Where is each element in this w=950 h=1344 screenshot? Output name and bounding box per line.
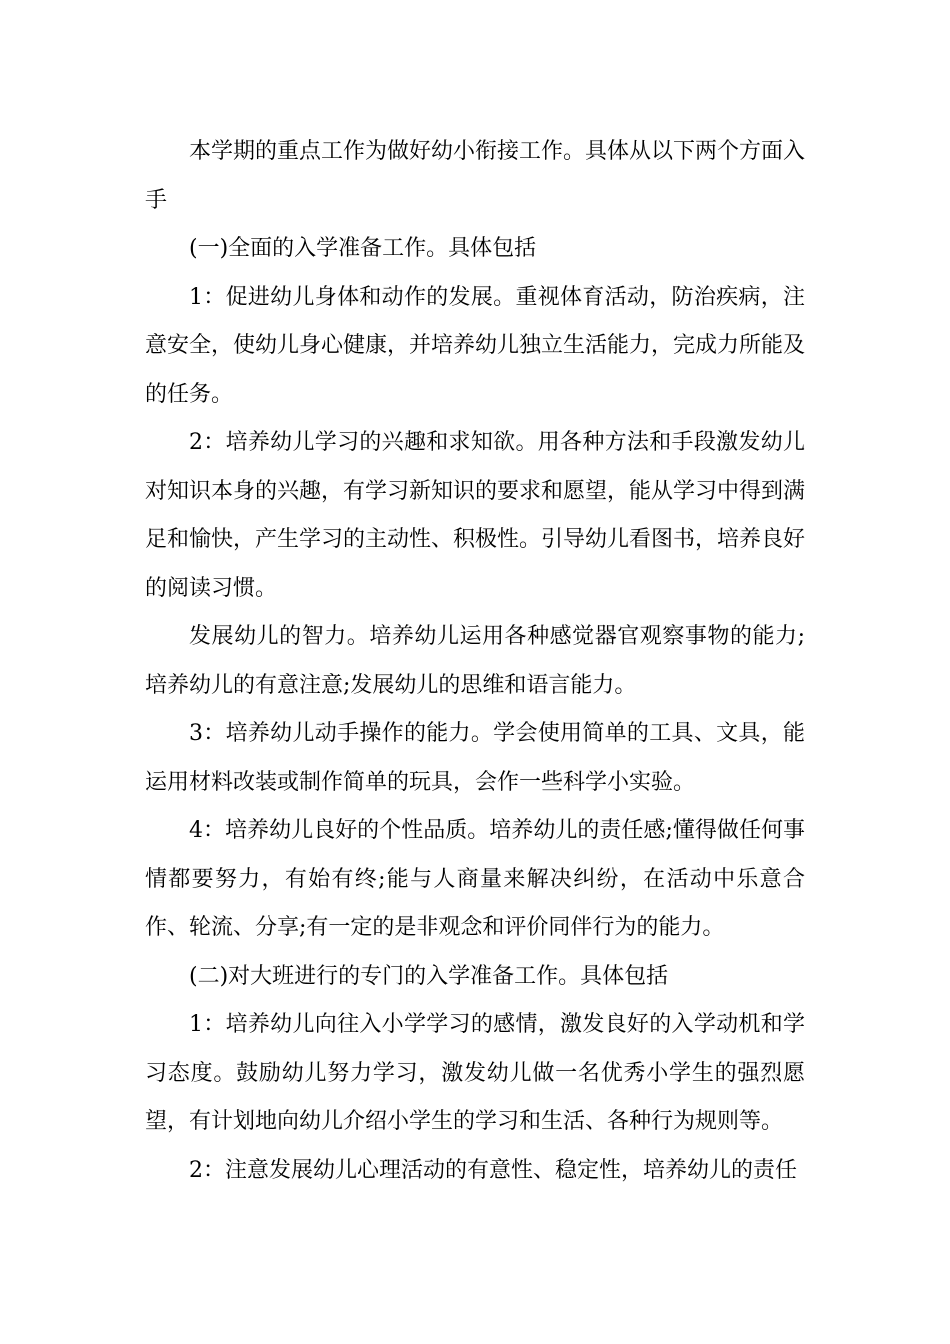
paragraph-item: 发展幼儿的智力。培养幼儿运用各种感觉器官观察事物的能力;培养幼儿的有意注意;发展幼儿的思维和语言能力。 xyxy=(145,624,805,698)
paragraph-item: 1：培养幼儿向往入小学学习的感情，激发良好的入学动机和学习态度。鼓励幼儿努力学习，激发幼儿做一名优秀小学生的强烈愿望，有计划地向幼儿介绍小学生的学习和生活、各种行为规则等。 xyxy=(145,1012,805,1134)
paragraph-intro: 本学期的重点工作为做好幼小衔接工作。具体从以下两个方面入手 xyxy=(145,139,806,213)
paragraph-item: 2：注意发展幼儿心理活动的有意性、稳定性，培养幼儿的责任 xyxy=(189,1157,797,1183)
section-heading-2: (二)对大班进行的专门的入学准备工作。具体包括 xyxy=(189,963,669,989)
document-body xyxy=(145,128,805,1195)
paragraph-item: 3：培养幼儿动手操作的能力。学会使用简单的工具、文具，能运用材料改装或制作简单的玩具，会作一些科学小实验。 xyxy=(145,721,805,795)
paragraph-item: 1：促进幼儿身体和动作的发展。重视体育活动，防治疾病，注意安全，使幼儿身心健康，并培养幼儿独立生活能力，完成力所能及的任务。 xyxy=(145,284,806,407)
paragraph-item: 4：培养幼儿良好的个性品质。培养幼儿的责任感;懂得做任何事情都要努力，有始有终;能与人商量来解决纠纷，在活动中乐意合作、轮流、分享;有一定的是非观念和评价同伴行为的能力。 xyxy=(145,818,805,940)
paragraph-item: 2：培养幼儿学习的兴趣和求知欲。用各种方法和手段激发幼儿对知识本身的兴趣，有学习新知识的要求和愿望，能从学习中得到满足和愉快，产生学习的主动性、积极性。引导幼儿看图书，培养良好的阅读习惯。 xyxy=(145,430,806,601)
section-heading-1: (一)全面的入学准备工作。具体包括 xyxy=(189,236,537,261)
